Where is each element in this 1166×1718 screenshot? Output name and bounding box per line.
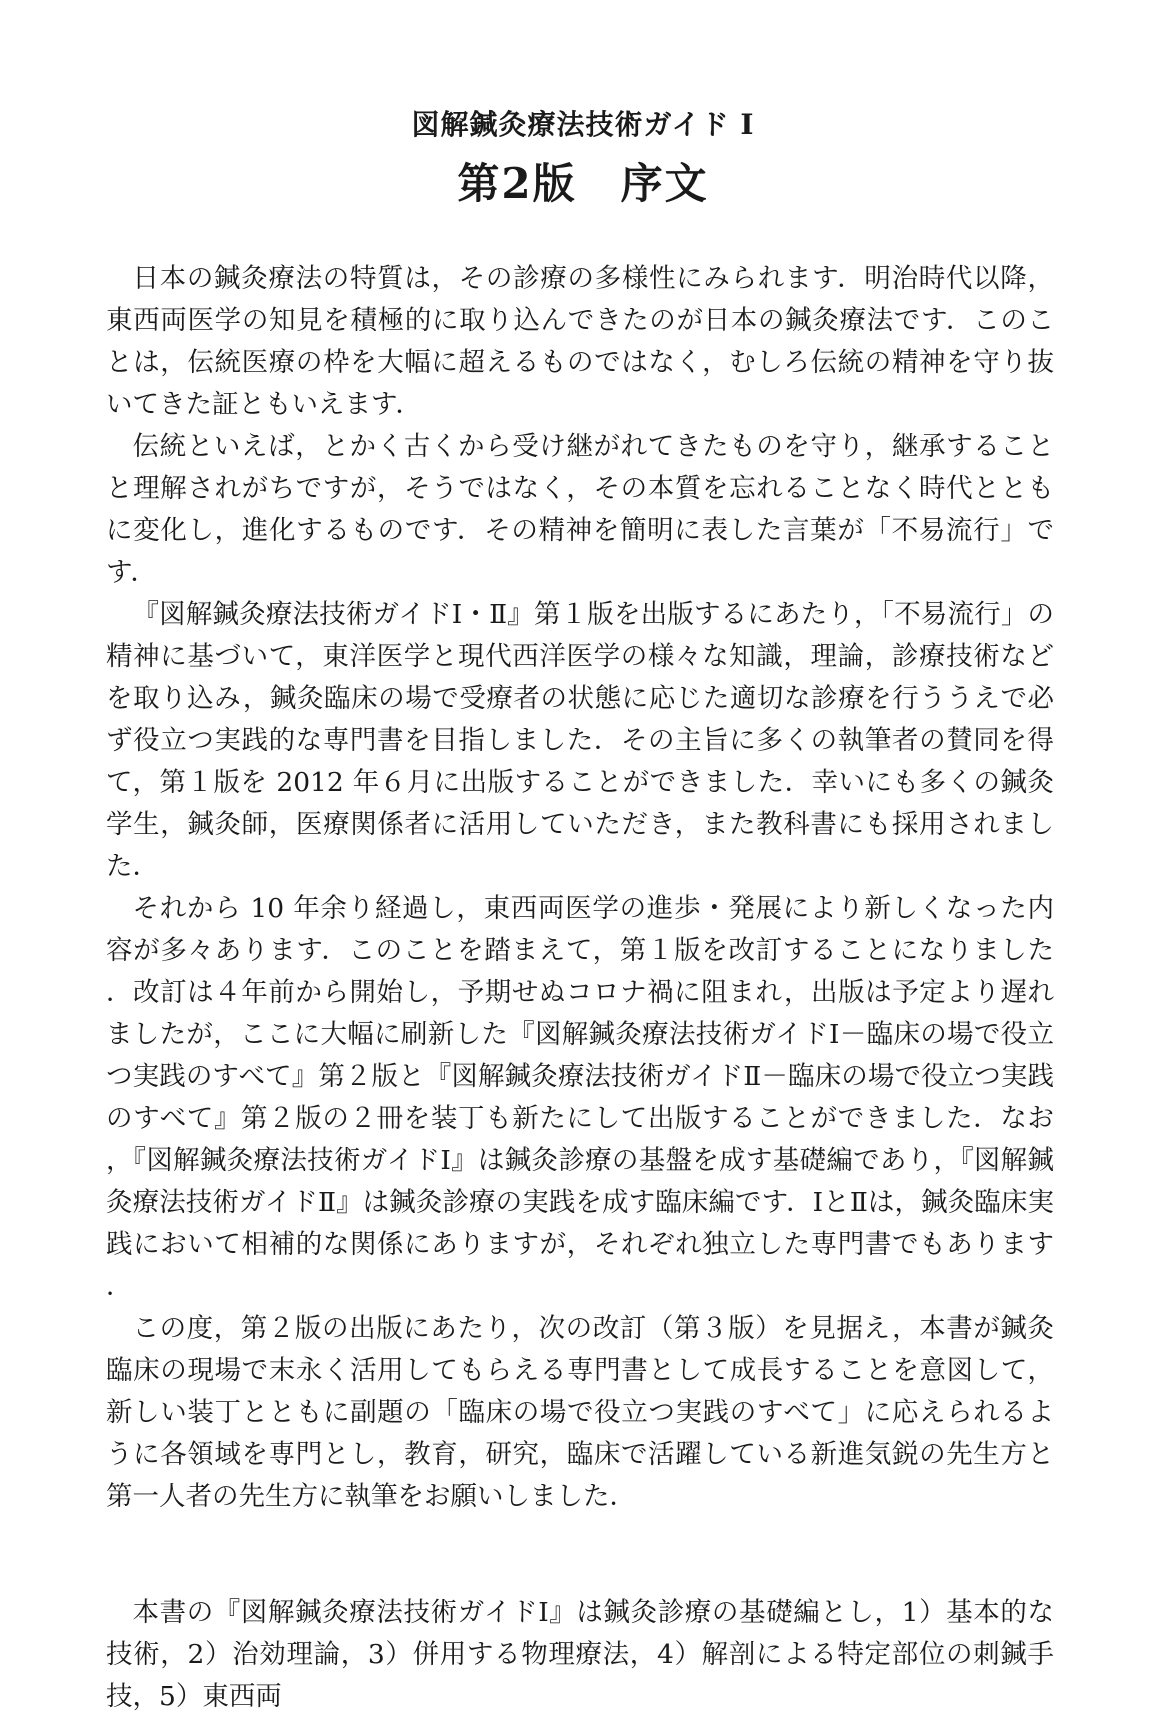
- paragraph: 『図解鍼灸療法技術ガイドⅠ・Ⅱ』第１版を出版するにあたり，「不易流行」の精神に基づいて，東洋医学と現代西洋医学の様々な知識，理論，診療技術などを取り込み，鍼灸臨床の場で受療者の状態に応じた適切な診療を行ううえで必ず役立つ実践的な専門書を目指しました．その主旨に多くの執筆者の賛同を得て，第１版を 2012 年６月に出版することができました．幸いにも多くの鍼灸学生，鍼灸師，医療関係者に活用していただき，また教科書にも採用されました．: [106, 599, 1054, 882]
- paragraph: この度，第２版の出版にあたり，次の改訂（第３版）を見据え，本書が鍼灸臨床の現場で末永く活用してもらえる専門書として成長することを意図して，新しい装丁とともに副題の「臨床の場で役立つ実践のすべて」に応えられるように各領域を専門とし，教育，研究，臨床で活躍している新進気鋭の先生方と第一人者の先生方に執筆をお願いしました．: [106, 1313, 1054, 1512]
- page-title: 第2版 序文: [457, 159, 709, 208]
- book-subtitle: 図解鍼灸療法技術ガイド Ⅰ: [411, 108, 755, 141]
- section-gap: [106, 1518, 1054, 1592]
- paragraph: 日本の鍼灸療法の特質は，その診療の多様性にみられます．明治時代以降，東西両医学の知見を積極的に取り込んできたのが日本の鍼灸療法です．このことは，伝統医療の枠を大幅に超えるものではなく，むしろ伝統の精神を守り抜いてきた証ともいえます．: [106, 263, 1054, 420]
- paragraph: それから 10 年余り経過し，東西両医学の進歩・発展により新しくなった内容が多々あります．このことを踏まえて，第１版を改訂することになりました．改訂は４年前から開始し，予期せぬコロナ禍に阻まれ，出版は予定より遅れましたが，ここに大幅に刷新した『図解鍼灸療法技術ガイドⅠ－臨床の場で役立つ実践のすべて』第２版と『図解鍼灸療法技術ガイドⅡ－臨床の場で役立つ実践のすべて』第２版の２冊を装丁も新たにして出版することができました．なお，『図解鍼灸療法技術ガイドⅠ』は鍼灸診療の基盤を成す基礎編であり，『図解鍼灸療法技術ガイドⅡ』は鍼灸診療の実践を成す臨床編です．ⅠとⅡは，鍼灸臨床実践において相補的な関係にありますが，それぞれ独立した専門書でもあります．: [106, 893, 1054, 1302]
- preface-body: [106, 258, 1054, 1718]
- paragraph: 伝統といえば，とかく古くから受け継がれてきたものを守り，継承することと理解されがちですが，そうではなく，その本質を忘れることなく時代とともに変化し，進化するものです．その精神を簡明に表した言葉が「不易流行」です．: [106, 431, 1054, 588]
- paragraph: 本書の『図解鍼灸療法技術ガイドⅠ』は鍼灸診療の基礎編とし，1）基本的な技術，2）治効理論，3）併用する物理療法，4）解剖による特定部位の刺鍼手技，5）東西両: [106, 1597, 1054, 1712]
